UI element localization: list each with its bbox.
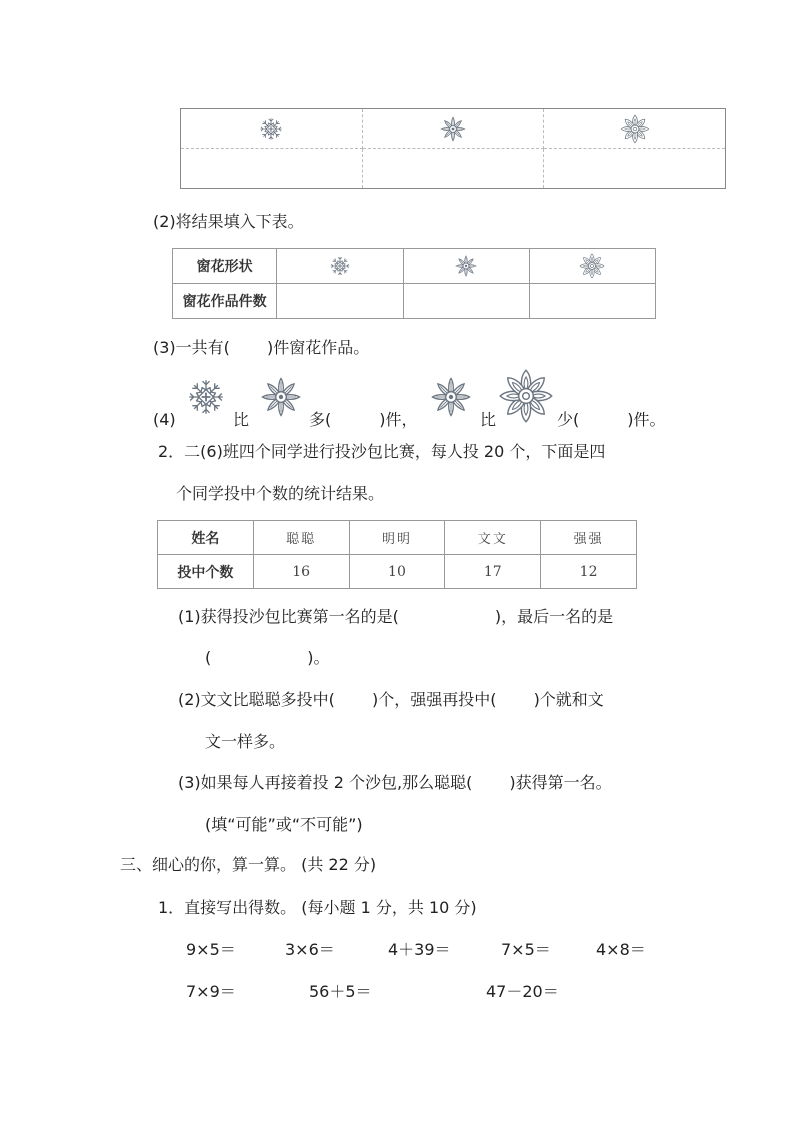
name-cell: 文文 — [445, 521, 541, 555]
calc-item: 4＋39＝ — [388, 940, 451, 959]
q3-text: (3)一共有( )件窗花作品。 — [153, 338, 370, 357]
s2-p1-line2: ( )。 — [205, 648, 330, 667]
row1-label: 窗花形状 — [173, 249, 277, 284]
s2-line1: 2．二(6)班四个同学进行投沙包比赛，每人投 20 个，下面是四 — [158, 442, 606, 461]
q2-prompt: (2)将结果填入下表。 — [153, 212, 304, 231]
flower-c-icon — [620, 121, 650, 137]
score-cell: 16 — [253, 555, 349, 589]
result-count-c[interactable] — [529, 284, 655, 319]
result-count-b[interactable] — [403, 284, 529, 319]
flower-b-icon — [429, 375, 473, 419]
result-shape-b — [403, 249, 529, 284]
tally-cell-a — [181, 109, 363, 149]
s2-p3-line2: (填“可能”或“不可能”) — [205, 815, 363, 834]
name-cell: 明明 — [349, 521, 445, 555]
s2-p2-line1: (2)文文比聪聪多投中( )个，强强再投中( )个就和文 — [178, 690, 604, 709]
flower-b-icon — [439, 121, 467, 137]
q4-shao: 少( )件。 — [557, 410, 666, 429]
q4-prefix: (4) — [153, 410, 176, 429]
tally-blank-c[interactable] — [544, 149, 726, 189]
flower-a-icon — [328, 258, 352, 274]
tally-blank-b[interactable] — [362, 149, 544, 189]
calc-item: 4×8＝ — [596, 940, 646, 959]
result-shape-a — [277, 249, 403, 284]
s2-line2: 个同学投中个数的统计结果。 — [176, 484, 385, 503]
tally-cell-b — [362, 109, 544, 149]
result-table — [172, 248, 656, 319]
s3-q1: 1．直接写出得数。 (每小题 1 分，共 10 分) — [158, 898, 477, 917]
name-cell: 聪聪 — [253, 521, 349, 555]
calc-item: 56＋5＝ — [309, 982, 372, 1001]
flower-c-icon — [579, 258, 605, 274]
score-cell: 17 — [445, 555, 541, 589]
calc-item: 9×5＝ — [186, 940, 236, 959]
s2-p2-line2: 文一样多。 — [205, 732, 286, 751]
flower-a-icon — [184, 375, 228, 419]
calc-item: 3×6＝ — [285, 940, 335, 959]
score-row-label: 投中个数 — [158, 555, 254, 589]
flower-a-icon — [257, 121, 285, 137]
score-header-label: 姓名 — [158, 521, 254, 555]
flower-b-icon — [454, 258, 478, 274]
row2-label: 窗花作品件数 — [173, 284, 277, 319]
s3-title: 三、细心的你，算一算。 (共 22 分) — [120, 855, 377, 874]
calc-item: 47－20＝ — [486, 982, 559, 1001]
q4-duo: 多( )件， — [309, 410, 418, 429]
result-count-a[interactable] — [277, 284, 403, 319]
flower-b-icon — [259, 375, 303, 419]
score-cell: 12 — [541, 555, 637, 589]
name-cell: 强强 — [541, 521, 637, 555]
s2-p1-line1: (1)获得投沙包比赛第一名的是( )，最后一名的是 — [178, 607, 614, 626]
score-cell: 10 — [349, 555, 445, 589]
result-shape-c — [529, 249, 655, 284]
calc-item: 7×5＝ — [501, 940, 551, 959]
tally-blank-a[interactable] — [181, 149, 363, 189]
s2-p3-line1: (3)如果每人再接着投 2 个沙包,那么聪聪( )获得第一名。 — [178, 773, 612, 792]
calc-item: 7×9＝ — [186, 982, 236, 1001]
tally-table — [180, 108, 726, 189]
score-table — [157, 520, 637, 589]
flower-c-icon — [498, 368, 554, 424]
q4-bi2: 比 — [480, 410, 497, 429]
q4-bi1: 比 — [233, 410, 250, 429]
tally-cell-c — [544, 109, 726, 149]
